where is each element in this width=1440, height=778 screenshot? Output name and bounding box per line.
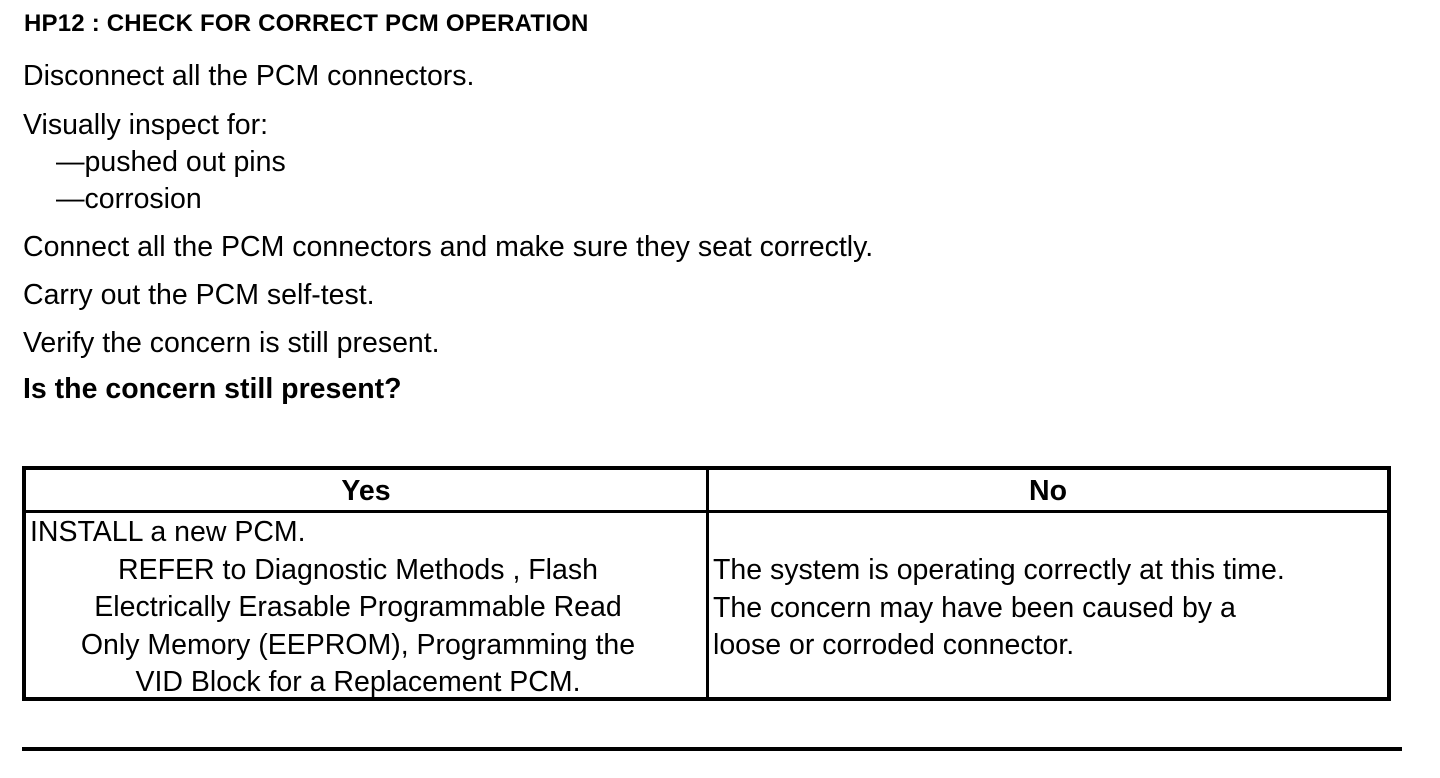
- yes-line: Electrically Erasable Programmable Read: [94, 591, 622, 623]
- table-header-divider: [26, 510, 1387, 513]
- step-disconnect: Disconnect all the PCM connectors.: [23, 60, 475, 92]
- page-title: HP12 : CHECK FOR CORRECT PCM OPERATION: [24, 10, 589, 37]
- inspect-item-pushed-out-pins: —pushed out pins: [56, 146, 286, 178]
- step-verify: Verify the concern is still present.: [23, 327, 440, 359]
- inspect-item-corrosion: —corrosion: [56, 183, 202, 215]
- question: Is the concern still present?: [23, 373, 402, 405]
- bottom-rule: [22, 747, 1402, 751]
- no-line: The concern may have been caused by a: [713, 591, 1236, 624]
- yes-line: Only Memory (EEPROM), Programming the: [80, 628, 636, 661]
- table-cell-yes: [30, 514, 686, 702]
- result-table: [22, 466, 1391, 701]
- no-line: loose or corroded connector.: [713, 629, 1075, 661]
- step-inspect: Visually inspect for:: [23, 109, 269, 141]
- table-header-yes: Yes: [341, 475, 391, 507]
- yes-line: INSTALL a new PCM.: [30, 516, 306, 548]
- table-header-no: No: [1029, 475, 1067, 507]
- step-connect: Connect all the PCM connectors and make sure they seat correctly.: [23, 231, 874, 263]
- no-line: The system is operating correctly at this time.: [713, 554, 1285, 586]
- yes-line: VID Block for a Replacement PCM.: [135, 666, 581, 698]
- step-self-test: Carry out the PCM self-test.: [23, 279, 375, 311]
- yes-line: REFER to Diagnostic Methods , Flash: [118, 553, 598, 586]
- table-cell-no: [713, 552, 1383, 665]
